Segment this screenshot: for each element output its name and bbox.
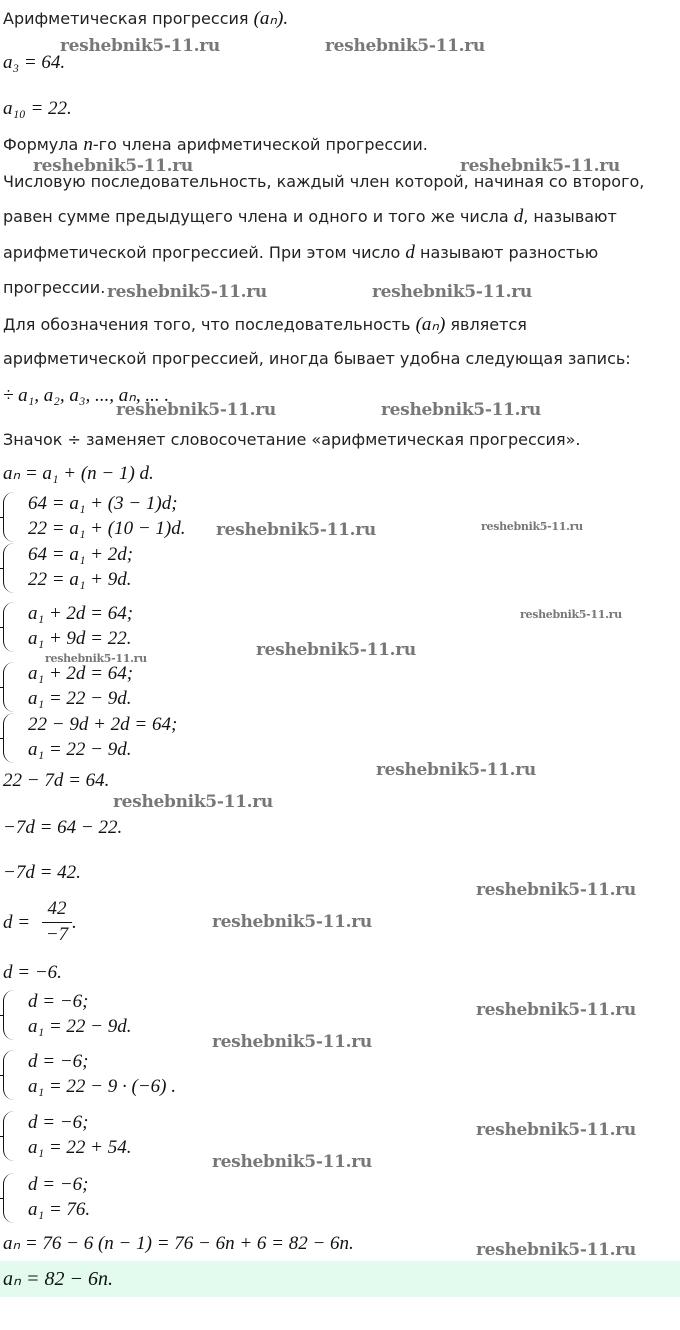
system-3-eq-1: a₁ + 2d = 64; xyxy=(28,603,134,624)
equation-2: −7d = 64 − 22. xyxy=(3,817,123,838)
watermark: reshebnik5-11.ru xyxy=(107,282,267,302)
watermark: reshebnik5-11.ru xyxy=(476,1000,636,1020)
system-9-eq-2: a₁ = 76. xyxy=(28,1199,91,1220)
system-brace-3 xyxy=(3,602,14,652)
given-a3: a₃ = 64. xyxy=(3,52,66,73)
watermark: reshebnik5-11.ru xyxy=(216,520,376,540)
definition-line-1: Числовую последовательность, каждый член которой, начиная со второго, xyxy=(3,172,645,191)
formula-heading: Формула n-го члена арифметической прогрессии. xyxy=(3,134,428,155)
system-brace-4 xyxy=(3,662,14,712)
system-brace-2 xyxy=(3,543,14,593)
equation-4-end: . xyxy=(72,912,77,933)
system-brace-9 xyxy=(3,1173,14,1223)
definition-line-3: арифметической прогрессией. При этом число d называют разностью xyxy=(3,242,599,263)
system-2-eq-1: 64 = a₁ + 2d; xyxy=(28,544,134,565)
equation-5: d = −6. xyxy=(3,962,62,983)
system-6-eq-1: d = −6; xyxy=(28,991,89,1012)
watermark: reshebnik5-11.ru xyxy=(520,608,622,621)
title: Арифметическая прогрессия (aₙ). xyxy=(3,8,289,29)
notation-note-1: Для обозначения того, что последовательность (aₙ) является xyxy=(3,314,527,335)
watermark: reshebnik5-11.ru xyxy=(376,760,536,780)
equation-4-lhs: d = xyxy=(3,912,31,933)
watermark: reshebnik5-11.ru xyxy=(476,1240,636,1260)
system-brace-7 xyxy=(3,1050,14,1100)
definition-line-4: прогрессии. xyxy=(3,278,106,297)
system-5-eq-2: a₁ = 22 − 9d. xyxy=(28,739,132,760)
watermark: reshebnik5-11.ru xyxy=(212,912,372,932)
system-6-eq-2: a₁ = 22 − 9d. xyxy=(28,1016,132,1037)
final-answer: aₙ = 82 − 6n. xyxy=(3,1268,113,1290)
system-1-eq-2: 22 = a₁ + (10 − 1)d. xyxy=(28,518,186,539)
system-2-eq-2: 22 = a₁ + 9d. xyxy=(28,569,132,590)
equation-1: 22 − 7d = 64. xyxy=(3,770,110,791)
watermark: reshebnik5-11.ru xyxy=(45,652,147,665)
watermark: reshebnik5-11.ru xyxy=(256,640,416,660)
system-brace-5 xyxy=(3,713,14,763)
watermark: reshebnik5-11.ru xyxy=(476,880,636,900)
system-1-eq-1: 64 = a₁ + (3 − 1)d; xyxy=(28,493,178,514)
system-8-eq-1: d = −6; xyxy=(28,1112,89,1133)
watermark: reshebnik5-11.ru xyxy=(381,400,541,420)
system-4-eq-1: a₁ + 2d = 64; xyxy=(28,663,134,684)
fraction-denominator: −7 xyxy=(45,924,69,945)
watermark: reshebnik5-11.ru xyxy=(60,36,220,56)
sign-note: Значок ÷ заменяет словосочетание «арифметическая прогрессия». xyxy=(3,430,581,449)
given-a10: a₁₀ = 22. xyxy=(3,98,72,119)
watermark: reshebnik5-11.ru xyxy=(33,156,193,176)
equation-6: aₙ = 76 − 6 (n − 1) = 76 − 6n + 6 = 82 − 6n. xyxy=(3,1233,354,1254)
system-5-eq-1: 22 − 9d + 2d = 64; xyxy=(28,714,178,735)
system-3-eq-2: a₁ + 9d = 22. xyxy=(28,628,132,649)
fraction xyxy=(42,898,72,948)
system-brace-6 xyxy=(3,990,14,1040)
system-9-eq-1: d = −6; xyxy=(28,1174,89,1195)
watermark: reshebnik5-11.ru xyxy=(372,282,532,302)
system-brace-8 xyxy=(3,1111,14,1161)
system-7-eq-2: a₁ = 22 − 9 · (−6) . xyxy=(28,1076,176,1097)
watermark: reshebnik5-11.ru xyxy=(325,36,485,56)
fraction-numerator: 42 xyxy=(47,898,67,919)
watermark: reshebnik5-11.ru xyxy=(481,520,583,533)
watermark: reshebnik5-11.ru xyxy=(113,792,273,812)
system-4-eq-2: a₁ = 22 − 9d. xyxy=(28,688,132,709)
equation-3: −7d = 42. xyxy=(3,862,81,883)
system-7-eq-1: d = −6; xyxy=(28,1051,89,1072)
watermark: reshebnik5-11.ru xyxy=(116,400,276,420)
system-brace-1 xyxy=(3,492,14,542)
watermark: reshebnik5-11.ru xyxy=(212,1032,372,1052)
general-formula: aₙ = a₁ + (n − 1) d. xyxy=(3,463,154,484)
watermark: reshebnik5-11.ru xyxy=(476,1120,636,1140)
notation-example: ÷ a₁, a₂, a₃, ..., aₙ, ... . xyxy=(3,385,170,406)
notation-note-2: арифметической прогрессией, иногда бывает удобна следующая запись: xyxy=(3,349,631,368)
system-8-eq-2: a₁ = 22 + 54. xyxy=(28,1137,132,1158)
watermark: reshebnik5-11.ru xyxy=(460,156,620,176)
definition-line-2: равен сумме предыдущего члена и одного и того же числа d, называют xyxy=(3,206,617,227)
watermark: reshebnik5-11.ru xyxy=(212,1152,372,1172)
